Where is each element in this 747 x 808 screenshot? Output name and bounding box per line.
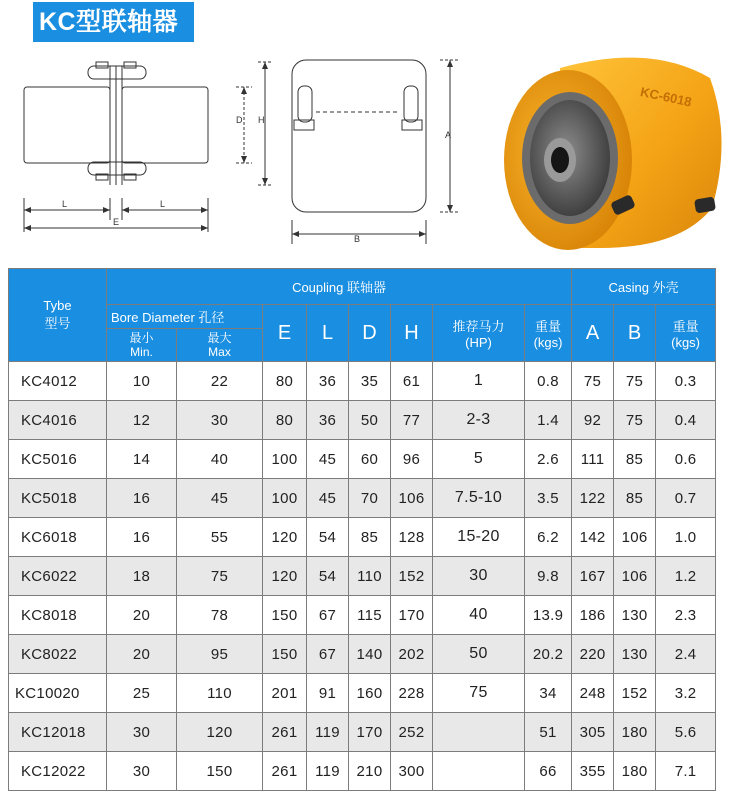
table-row <box>9 557 716 596</box>
cell-d: 50 <box>349 401 391 440</box>
cell-h: 96 <box>391 440 433 479</box>
cell-weight: 13.9 <box>525 596 572 635</box>
cell-weight: 9.8 <box>525 557 572 596</box>
header-casing: Casing 外壳 <box>572 269 716 305</box>
cell-max: 78 <box>177 596 263 635</box>
cell-max: 30 <box>177 401 263 440</box>
cell-a: 122 <box>572 479 614 518</box>
cell-hp: 7.5-10 <box>433 479 525 518</box>
cell-d: 115 <box>349 596 391 635</box>
cell-a: 186 <box>572 596 614 635</box>
cell-model: KC4016 <box>9 401 107 440</box>
table-row <box>9 635 716 674</box>
cell-max: 75 <box>177 557 263 596</box>
cell-h: 128 <box>391 518 433 557</box>
cell-l: 67 <box>307 635 349 674</box>
cell-min: 12 <box>107 401 177 440</box>
cell-h: 77 <box>391 401 433 440</box>
cell-d: 160 <box>349 674 391 713</box>
cell-casing-weight: 3.2 <box>656 674 716 713</box>
dim-label-b: B <box>354 234 361 244</box>
side-view-left-hub <box>24 87 110 163</box>
cell-h: 106 <box>391 479 433 518</box>
cell-model: KC6018 <box>9 518 107 557</box>
table-row <box>9 596 716 635</box>
table-row <box>9 440 716 479</box>
cell-max: 55 <box>177 518 263 557</box>
table-row <box>9 674 716 713</box>
cell-casing-weight: 0.6 <box>656 440 716 479</box>
cell-d: 70 <box>349 479 391 518</box>
header-min: 最小 Min. <box>107 329 177 362</box>
cell-l: 36 <box>307 362 349 401</box>
cell-weight: 1.4 <box>525 401 572 440</box>
cell-a: 355 <box>572 752 614 791</box>
dim-label-h: H <box>258 115 265 125</box>
cell-e: 120 <box>263 518 307 557</box>
cell-h: 152 <box>391 557 433 596</box>
header-max: 最大 Max <box>177 329 263 362</box>
cell-h: 228 <box>391 674 433 713</box>
cell-max: 40 <box>177 440 263 479</box>
cell-d: 140 <box>349 635 391 674</box>
cell-max: 120 <box>177 713 263 752</box>
cell-b: 85 <box>614 479 656 518</box>
table-row <box>9 752 716 791</box>
cell-casing-weight: 0.4 <box>656 401 716 440</box>
cell-a: 167 <box>572 557 614 596</box>
cell-weight: 6.2 <box>525 518 572 557</box>
cell-b: 180 <box>614 752 656 791</box>
cell-h: 202 <box>391 635 433 674</box>
cell-hp: 40 <box>433 596 525 635</box>
cell-max: 45 <box>177 479 263 518</box>
cell-model: KC5018 <box>9 479 107 518</box>
cell-casing-weight: 2.3 <box>656 596 716 635</box>
cell-model: KC4012 <box>9 362 107 401</box>
cell-max: 150 <box>177 752 263 791</box>
cell-weight: 2.6 <box>525 440 572 479</box>
table-row <box>9 713 716 752</box>
cell-casing-weight: 5.6 <box>656 713 716 752</box>
table-row <box>9 362 716 401</box>
cell-hp <box>433 752 525 791</box>
bore-hole <box>551 147 569 173</box>
header-type: Tybe 型号 <box>9 269 107 362</box>
cell-a: 220 <box>572 635 614 674</box>
cell-b: 85 <box>614 440 656 479</box>
cell-min: 30 <box>107 713 177 752</box>
cell-model: KC12018 <box>9 713 107 752</box>
cell-e: 100 <box>263 479 307 518</box>
cell-casing-weight: 2.4 <box>656 635 716 674</box>
cell-hp: 2-3 <box>433 401 525 440</box>
cell-b: 106 <box>614 518 656 557</box>
product-label: KC-6018 <box>638 84 693 110</box>
cell-max: 95 <box>177 635 263 674</box>
cell-h: 170 <box>391 596 433 635</box>
cell-l: 119 <box>307 713 349 752</box>
technical-drawing <box>0 44 480 256</box>
cell-a: 305 <box>572 713 614 752</box>
header-b: B <box>614 305 656 362</box>
cell-h: 252 <box>391 713 433 752</box>
cell-e: 80 <box>263 362 307 401</box>
table-row <box>9 518 716 557</box>
cell-weight: 34 <box>525 674 572 713</box>
cell-e: 150 <box>263 635 307 674</box>
cell-min: 30 <box>107 752 177 791</box>
header-weight: 重量 (kgs) <box>525 305 572 362</box>
cell-weight: 3.5 <box>525 479 572 518</box>
cell-min: 16 <box>107 518 177 557</box>
cell-d: 210 <box>349 752 391 791</box>
cell-d: 35 <box>349 362 391 401</box>
cell-d: 170 <box>349 713 391 752</box>
cell-model: KC12022 <box>9 752 107 791</box>
header-l: L <box>307 305 349 362</box>
cell-e: 261 <box>263 752 307 791</box>
dim-label-l-right: L <box>160 199 166 209</box>
dim-label-e: E <box>113 217 120 227</box>
header-casing-weight: 重量 (kgs) <box>656 305 716 362</box>
table-row <box>9 479 716 518</box>
cell-h: 61 <box>391 362 433 401</box>
product-photo <box>500 48 735 258</box>
cell-hp <box>433 713 525 752</box>
cell-hp: 5 <box>433 440 525 479</box>
cell-e: 100 <box>263 440 307 479</box>
cell-e: 150 <box>263 596 307 635</box>
cell-min: 20 <box>107 596 177 635</box>
cell-model: KC6022 <box>9 557 107 596</box>
cell-casing-weight: 0.3 <box>656 362 716 401</box>
header-coupling: Coupling 联轴器 <box>107 269 572 305</box>
cell-b: 75 <box>614 401 656 440</box>
cell-max: 22 <box>177 362 263 401</box>
cell-min: 20 <box>107 635 177 674</box>
dim-label-d: D <box>236 115 243 125</box>
header-d: D <box>349 305 391 362</box>
cell-l: 54 <box>307 518 349 557</box>
header-bore-diameter: Bore Diameter 孔径 <box>107 305 263 329</box>
cell-l: 119 <box>307 752 349 791</box>
cell-d: 85 <box>349 518 391 557</box>
cell-hp: 15-20 <box>433 518 525 557</box>
cell-l: 36 <box>307 401 349 440</box>
cell-weight: 20.2 <box>525 635 572 674</box>
cell-weight: 66 <box>525 752 572 791</box>
cell-l: 45 <box>307 479 349 518</box>
cell-b: 180 <box>614 713 656 752</box>
table-row <box>9 401 716 440</box>
dim-label-l-left: L <box>62 199 68 209</box>
header-e: E <box>263 305 307 362</box>
cell-l: 45 <box>307 440 349 479</box>
cell-hp: 50 <box>433 635 525 674</box>
cell-model: KC10020 <box>9 674 107 713</box>
cell-hp: 1 <box>433 362 525 401</box>
cell-casing-weight: 1.0 <box>656 518 716 557</box>
cell-l: 67 <box>307 596 349 635</box>
cell-b: 75 <box>614 362 656 401</box>
cell-b: 130 <box>614 596 656 635</box>
cell-min: 16 <box>107 479 177 518</box>
cell-a: 248 <box>572 674 614 713</box>
header-hp: 推荐马力 (HP) <box>433 305 525 362</box>
cell-weight: 51 <box>525 713 572 752</box>
cell-b: 152 <box>614 674 656 713</box>
cell-model: KC5016 <box>9 440 107 479</box>
cell-a: 111 <box>572 440 614 479</box>
cell-e: 261 <box>263 713 307 752</box>
cell-e: 120 <box>263 557 307 596</box>
cell-e: 80 <box>263 401 307 440</box>
cell-model: KC8022 <box>9 635 107 674</box>
cell-h: 300 <box>391 752 433 791</box>
cell-min: 14 <box>107 440 177 479</box>
header-h: H <box>391 305 433 362</box>
cell-min: 18 <box>107 557 177 596</box>
dim-label-a: A <box>445 130 452 140</box>
header-a: A <box>572 305 614 362</box>
cell-min: 25 <box>107 674 177 713</box>
cell-casing-weight: 0.7 <box>656 479 716 518</box>
cell-d: 110 <box>349 557 391 596</box>
cell-d: 60 <box>349 440 391 479</box>
casing-outline <box>292 60 426 212</box>
cell-casing-weight: 1.2 <box>656 557 716 596</box>
cell-e: 201 <box>263 674 307 713</box>
page-title: KC型联轴器 <box>33 2 194 42</box>
cell-weight: 0.8 <box>525 362 572 401</box>
cell-l: 54 <box>307 557 349 596</box>
spec-table <box>8 268 716 791</box>
side-view-right-hub <box>122 87 208 163</box>
cell-min: 10 <box>107 362 177 401</box>
cell-b: 130 <box>614 635 656 674</box>
cell-b: 106 <box>614 557 656 596</box>
cell-a: 142 <box>572 518 614 557</box>
cell-max: 110 <box>177 674 263 713</box>
cell-a: 75 <box>572 362 614 401</box>
cell-hp: 30 <box>433 557 525 596</box>
cell-a: 92 <box>572 401 614 440</box>
cell-hp: 75 <box>433 674 525 713</box>
cell-casing-weight: 7.1 <box>656 752 716 791</box>
cell-l: 91 <box>307 674 349 713</box>
cell-model: KC8018 <box>9 596 107 635</box>
